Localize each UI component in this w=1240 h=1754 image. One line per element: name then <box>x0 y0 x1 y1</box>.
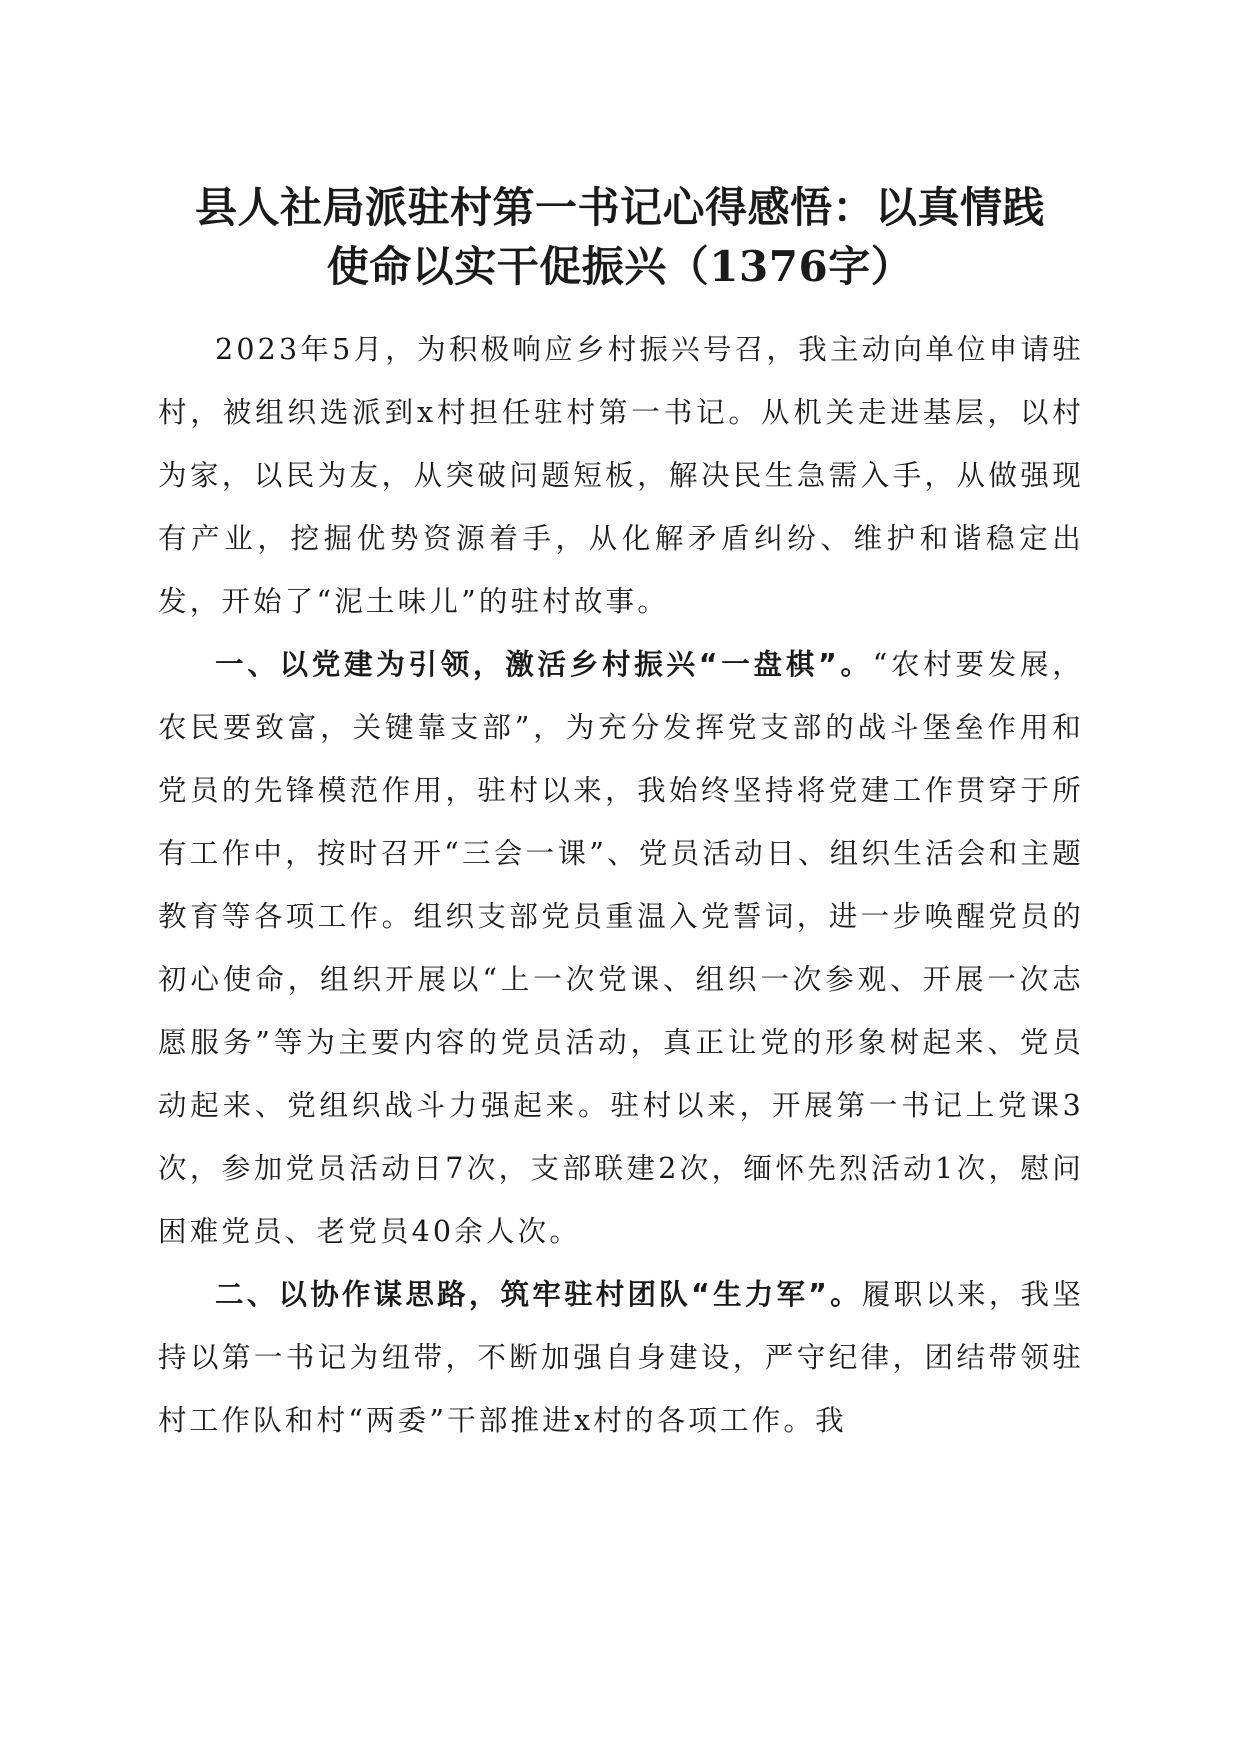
section-2-heading: 二、以协作谋思路，筑牢驻村团队“生力军”。 <box>215 1278 862 1311</box>
paragraph-section-2 <box>158 1263 1084 1452</box>
document-title <box>150 178 1090 296</box>
section-1-heading: 一、以党建为引领，激活乡村振兴“一盘棋”。 <box>215 648 873 681</box>
document-body <box>158 318 1084 1452</box>
paragraph-intro-text: 2023年5月，为积极响应乡村振兴号召，我主动向单位申请驻村，被组织选派到x村担任驻村第一书记。从机关走进基层，以村为家，以民为友，从突破问题短板，解决民生急需入手，从做强现有产业，挖掘优势资源着手，从化解矛盾纠纷、维护和谐稳定出发，开始了“泥土味儿”的驻村故事。 <box>158 333 1084 618</box>
title-line-1: 县人社局派驻村第一书记心得感悟：以真情践 <box>194 183 1045 232</box>
paragraph-section-1 <box>158 633 1084 1263</box>
paragraph-intro <box>158 318 1084 633</box>
section-2-text: 履职以来，我坚持以第一书记为纽带，不断加强自身建设，严守纪律，团结带领驻村工作队和村“两委”干部推进x村的各项工作。我 <box>158 1278 1084 1437</box>
section-1-text: “农村要发展，农民要致富，关键靠支部”，为充分发挥党支部的战斗堡垒作用和党员的先锋模范作用，驻村以来，我始终坚持将党建工作贯穿于所有工作中，按时召开“三会一课”、党员活动日、组织生活会和主题教育等各项工作。组织支部党员重温入党誓词，进一步唤醒党员的初心使命，组织开展以“上一次党课、组织一次参观、开展一次志愿服务”等为主要内容的党员活动，真正让党的形象树起来、党员动起来、党组织战斗力强起来。驻村以来，开展第一书记上党课3次，参加党员活动日7次，支部联建2次，缅怀先烈活动1次，慰问困难党员、老党员40余人次。 <box>158 648 1084 1248</box>
title-line-2: 使命以实干促振兴（1376字） <box>326 242 914 291</box>
